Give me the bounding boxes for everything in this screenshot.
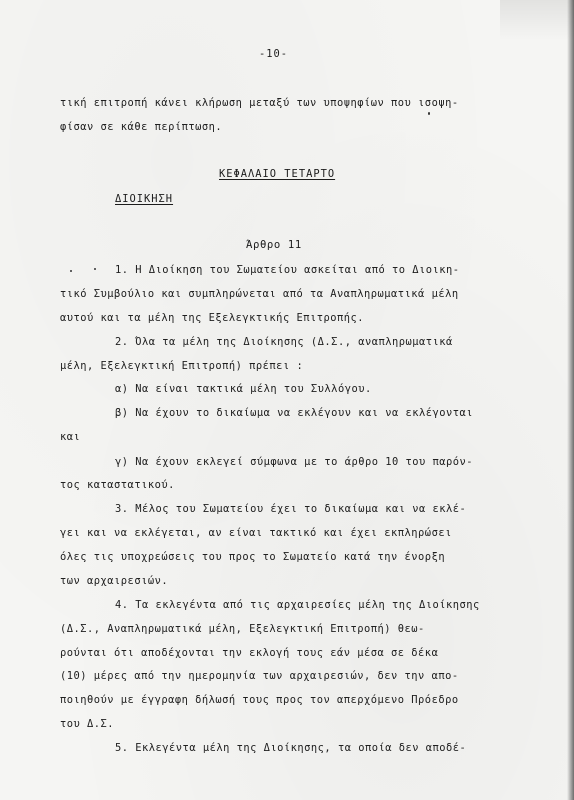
scan-speck [70,270,72,272]
text-line: όλες τις υποχρεώσεις του προς το Σωματείο κατά την ένορξη [60,551,446,563]
text-line: ρούνται ότι αποδέχονται την εκλογή τους εάν μέσα σε δέκα [60,647,439,659]
text-line: τος καταστατικού. [60,479,175,491]
text-line: 5. Εκλεγέντα μέλη της Διοίκησης, τα οποία δεν αποδέ- [115,742,467,754]
text-line: τικό Συμβούλιο και συμπληρώνεται από τα Αναπληρωματικά μέλη [60,288,459,300]
article-heading: Άρθρο 11 [246,239,302,251]
text-line: α) Να είναι τακτικά μέλη του Συλλόγου. [115,383,372,395]
scan-speck [94,268,96,270]
text-line: β) Να έχουν το δικαίωμα να εκλέγουν και να εκλέγονται [115,407,474,419]
scan-shadow-right [567,0,574,800]
text-line: των αρχαιρεσιών. [60,575,169,587]
text-line: μέλη, Εξελεγκτική Επιτροπή) πρέπει : [60,360,304,372]
page-number: -10- [259,48,289,60]
text-line: (10) μέρες από την ημερομηνία των αρχαιρεσιών, δεν την απο- [60,670,459,682]
section-heading: ΔΙΟΙΚΗΣΗ [115,193,174,205]
scan-shadow-top [500,0,574,40]
text-line: γει και να εκλέγεται, αν είναι τακτικό και έχει εκπληρώσει [60,527,452,539]
text-line: του Δ.Σ. [60,718,115,730]
scan-speck [428,112,430,115]
text-line: τική επιτροπή κάνει κλήρωση μεταξύ των υποψηφίων που ισοψη- [60,97,459,109]
text-line: ποιηθούν με έγγραφη δήλωσή τους προς τον απερχόμενο Πρόεδρο [60,694,459,706]
text-line: 4. Τα εκλεγέντα από τις αρχαιρεσίες μέλη της Διοίκησης [115,599,480,611]
text-line: φίσαν σε κάθε περίπτωση. [60,121,223,133]
chapter-heading: ΚΕΦΑΛΑΙΟ ΤΕΤΑΡΤΟ [219,168,336,180]
text-line: και [60,431,81,443]
text-line: γ) Να έχουν εκλεγεί σύμφωνα με το άρθρο 10 του παρόν- [115,456,474,468]
text-line: 1. Η Διοίκηση του Σωματείου ασκείται από το Διοικη- [115,264,460,276]
text-line: (Δ.Σ., Αναπληρωματικά μέλη, Εξελεγκτική Επιτροπή) θεω- [60,623,425,635]
text-line: 3. Μέλος του Σωματείου έχει το δικαίωμα και να εκλέ- [115,503,467,515]
text-line: αυτού και τα μέλη της Εξελεγκτικής Επιτροπής. [60,312,365,324]
text-line: 2. Όλα τα μέλη της Διοίκησης (Δ.Σ., αναπληρωματικά [115,336,453,348]
